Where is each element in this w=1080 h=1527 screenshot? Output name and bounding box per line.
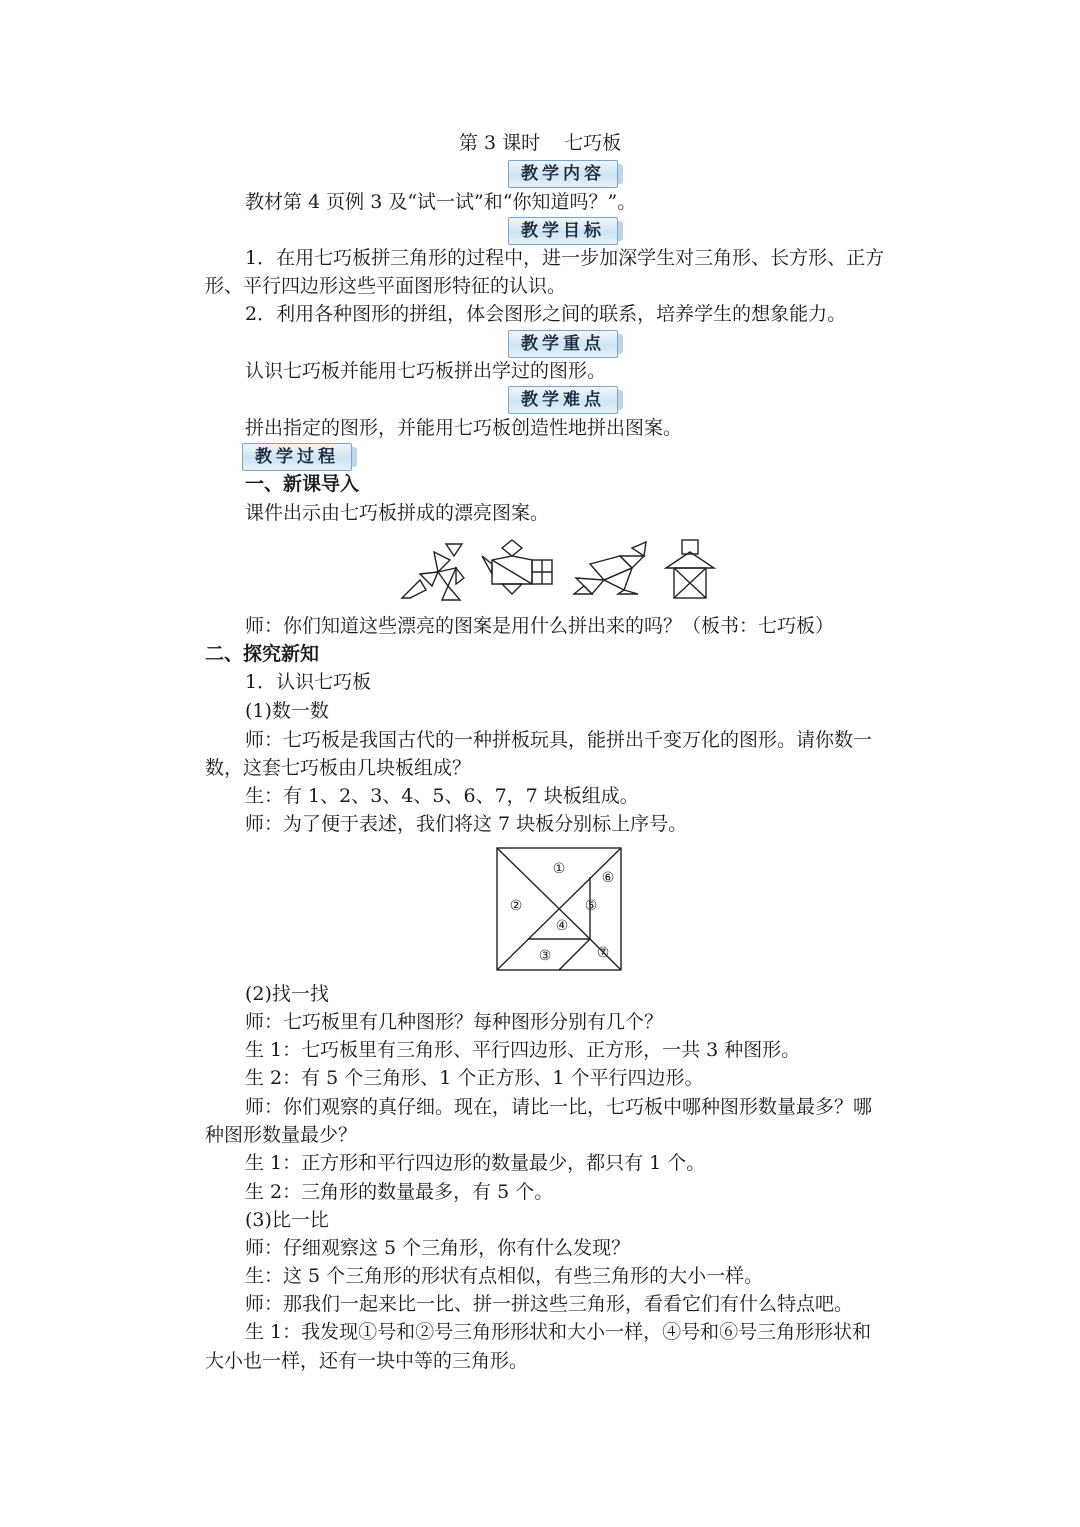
tangram-label-1: ① [552,861,566,877]
tangram-runner-figure [402,544,464,600]
step-2-student-3: 生 1：正方形和平行四边形的数量最少，都只有 1 个。 [245,1152,706,1174]
tangram-label-3: ③ [538,948,552,964]
tangram-teapot-figure [482,540,552,594]
badge-teaching-process: 教学过程 [242,443,352,471]
tangram-label-6: ⑥ [601,870,615,886]
step-2-student-2: 生 2：有 5 个三角形、1 个正方形、1 个平行四边形。 [245,1067,704,1089]
step-1-title: (1)数一数 [245,700,329,722]
section-2-heading: 二、探究新知 [205,643,320,665]
tangram-edge-diagonal [497,848,590,939]
step-3-title: (3)比一比 [245,1209,329,1231]
step-3-question: 师：仔细观察这 5 个三角形，你有什么发现？ [245,1237,631,1259]
step-2-title: (2)找一找 [245,983,329,1005]
step-3-student: 生：这 5 个三角形的形状有点相似，有些三角形的大小一样。 [245,1265,764,1287]
step-3-student-1-line-1: 生 1：我发现①号和②号三角形形状和大小一样，④号和⑥号三角形形状和 [245,1321,872,1343]
section-1-teacher: 师：你们知道这些漂亮的图案是用什么拼出来的吗？（板书：七巧板） [245,615,835,637]
tangram-house-figure [666,540,714,598]
tangram-label-7: ⑦ [596,945,610,961]
goal-1-line-1: 1．在用七巧板拼三角形的过程中，进一步加深学生对三角形、长方形、正方 [245,247,885,269]
tangram-edge-parallelogram [559,939,590,970]
step-3-teacher: 师：那我们一起来比一比、拼一拼这些三角形，看看它们有什么特点吧。 [245,1293,854,1315]
lesson-number: 第 3 课时 [458,132,541,154]
goal-2: 2．利用各种图形的拼组，体会图形之间的联系，培养学生的想象能力。 [245,303,847,325]
section-1-heading: 一、新课导入 [245,473,360,495]
badge-teaching-goals: 教学目标 [508,217,618,245]
step-3-student-1-line-2: 大小也一样，还有一块中等的三角形。 [205,1350,529,1372]
step-1-teacher-line-2: 数，这套七巧板由几块板组成？ [205,757,472,779]
step-2-teacher-line-1: 师：你们观察的真仔细。现在，请比一比，七巧板中哪种图形数量最多？哪 [245,1096,873,1118]
tangram-label-2: ② [509,898,523,914]
badge-teaching-content: 教学内容 [508,160,618,188]
tangram-horse-figure [574,542,646,594]
section-1-text: 课件出示由七巧板拼成的漂亮图案。 [245,502,550,524]
lesson-topic: 七巧板 [564,132,622,154]
tangram-label-5: ⑤ [584,898,598,914]
step-2-question: 师：七巧板里有几种图形？每种图形分别有几个？ [245,1011,664,1033]
step-2-student-1: 生 1：七巧板里有三角形、平行四边形、正方形，一共 3 种图形。 [245,1039,801,1061]
content-text: 教材第 4 页例 3 及“试一试”和“你知道吗？”。 [245,191,637,213]
step-1-student: 生：有 1、2、3、4、5、6、7，7 块板组成。 [245,785,639,807]
step-2-student-4: 生 2：三角形的数量最多，有 5 个。 [245,1181,554,1203]
key-text: 认识七巧板并能用七巧板拼出学过的图形。 [245,360,607,382]
tangram-diagram [496,847,622,971]
difficulty-text: 拼出指定的图形，并能用七巧板创造性地拼出图案。 [245,417,683,439]
badge-key-points: 教学重点 [508,330,618,358]
tangram-pictures [398,538,728,602]
section-2-sub-1: 1．认识七巧板 [245,671,372,693]
step-1-teacher-2: 师：为了便于表述，我们将这 7 块板分别标上序号。 [245,813,688,835]
step-1-teacher-line-1: 师：七巧板是我国古代的一种拼板玩具，能拼出千变万化的图形。请你数一 [245,729,873,751]
goal-1-line-2: 形、平行四边形这些平面图形特征的认识。 [205,275,567,297]
step-2-teacher-line-2: 种图形数量最少？ [205,1124,358,1146]
badge-difficulties: 教学难点 [508,386,618,414]
page-title [0,128,1080,155]
tangram-label-4: ④ [555,918,569,934]
